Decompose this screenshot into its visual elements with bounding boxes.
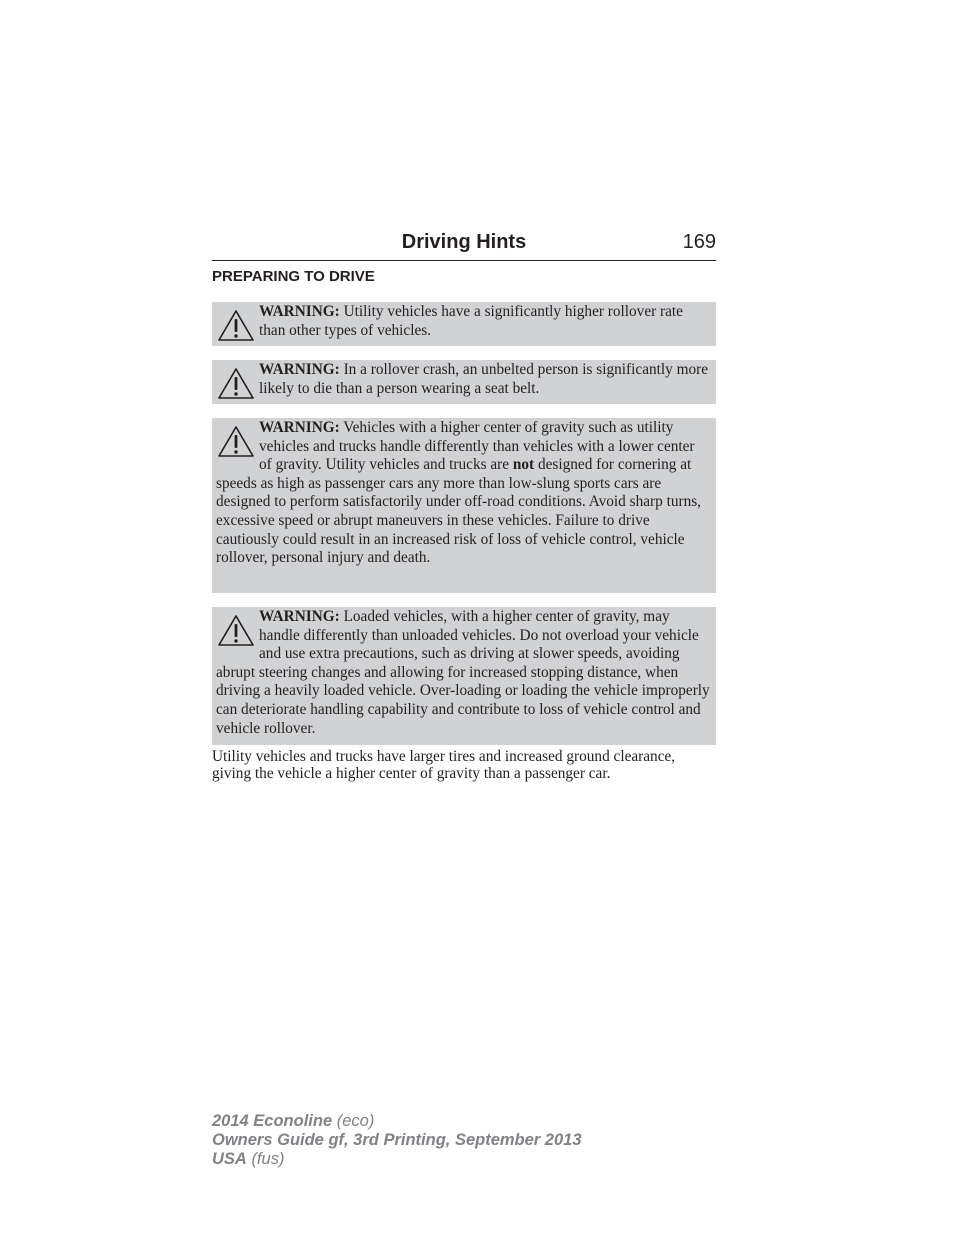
footer-guide: Owners Guide gf, 3rd Printing, September 2013 [212,1131,582,1149]
footer-model-line [212,1112,582,1131]
warning-emphasis: not [512,456,535,474]
warning-text: designed for cornering at speeds as high as passenger cars any more than low-slung sports cars are designed to perform satisfactorily under off-road conditions. Avoid sharp turns, excessive speed or abrupt maneuvers in these vehicles. Failure to drive cautiously could result in an increased risk of loss of vehicle control, vehicle rollover, personal injury and death. [216,456,702,567]
warning-label: WARNING: [259,303,340,320]
warning-text: Utility vehicles have a significantly higher rollover rate than other types of vehicles. [259,303,683,339]
page-footer [212,1112,582,1169]
warning-triangle-icon [216,613,256,649]
page-number: 169 [682,231,716,253]
warning-label: WARNING: [259,608,340,625]
warning-triangle-icon [216,308,256,344]
warning-text: In a rollover crash, an unbelted person is significantly more likely to die than a person wearing a seat belt. [259,361,709,397]
footer-market-code: (fus) [251,1150,285,1168]
section-heading: PREPARING TO DRIVE [212,268,375,285]
warning-triangle-icon [216,366,256,402]
warning-box [212,302,716,346]
warning-box [212,607,716,745]
warning-text: Loaded vehicles, with a higher center of gravity, may handle differently than unloaded vehicles. Do not overload your vehicle and use extra precautions, such as driving at slower speeds, avoiding abrupt steering changes and allowing for increased stopping distance, when driving a heavily loaded vehicle. Over-loading or loading the vehicle improperly can deteriorate handling capability and contribute to loss of vehicle control and vehicle rollover. [216,608,710,737]
warning-text: Vehicles with a higher center of gravity such as utility vehicles and trucks handle differently than vehicles with a lower center of gravity. Utility vehicles and trucks are [259,419,695,474]
chapter-title: Driving Hints [401,231,527,253]
body-paragraph: Utility vehicles and trucks have larger tires and increased ground clearance, giving the vehicle a higher center of gravity than a passenger car. [212,748,676,782]
warning-triangle-icon [216,424,256,460]
warning-label: WARNING: [259,419,340,436]
footer-market: USA [212,1150,247,1168]
footer-model-code: (eco) [336,1112,375,1130]
warning-box [212,418,716,593]
footer-guide-line [212,1131,582,1150]
footer-model: 2014 Econoline [212,1112,333,1130]
warning-label: WARNING: [259,361,340,378]
warning-box [212,360,716,404]
footer-market-line [212,1150,582,1169]
page-header [212,229,716,261]
